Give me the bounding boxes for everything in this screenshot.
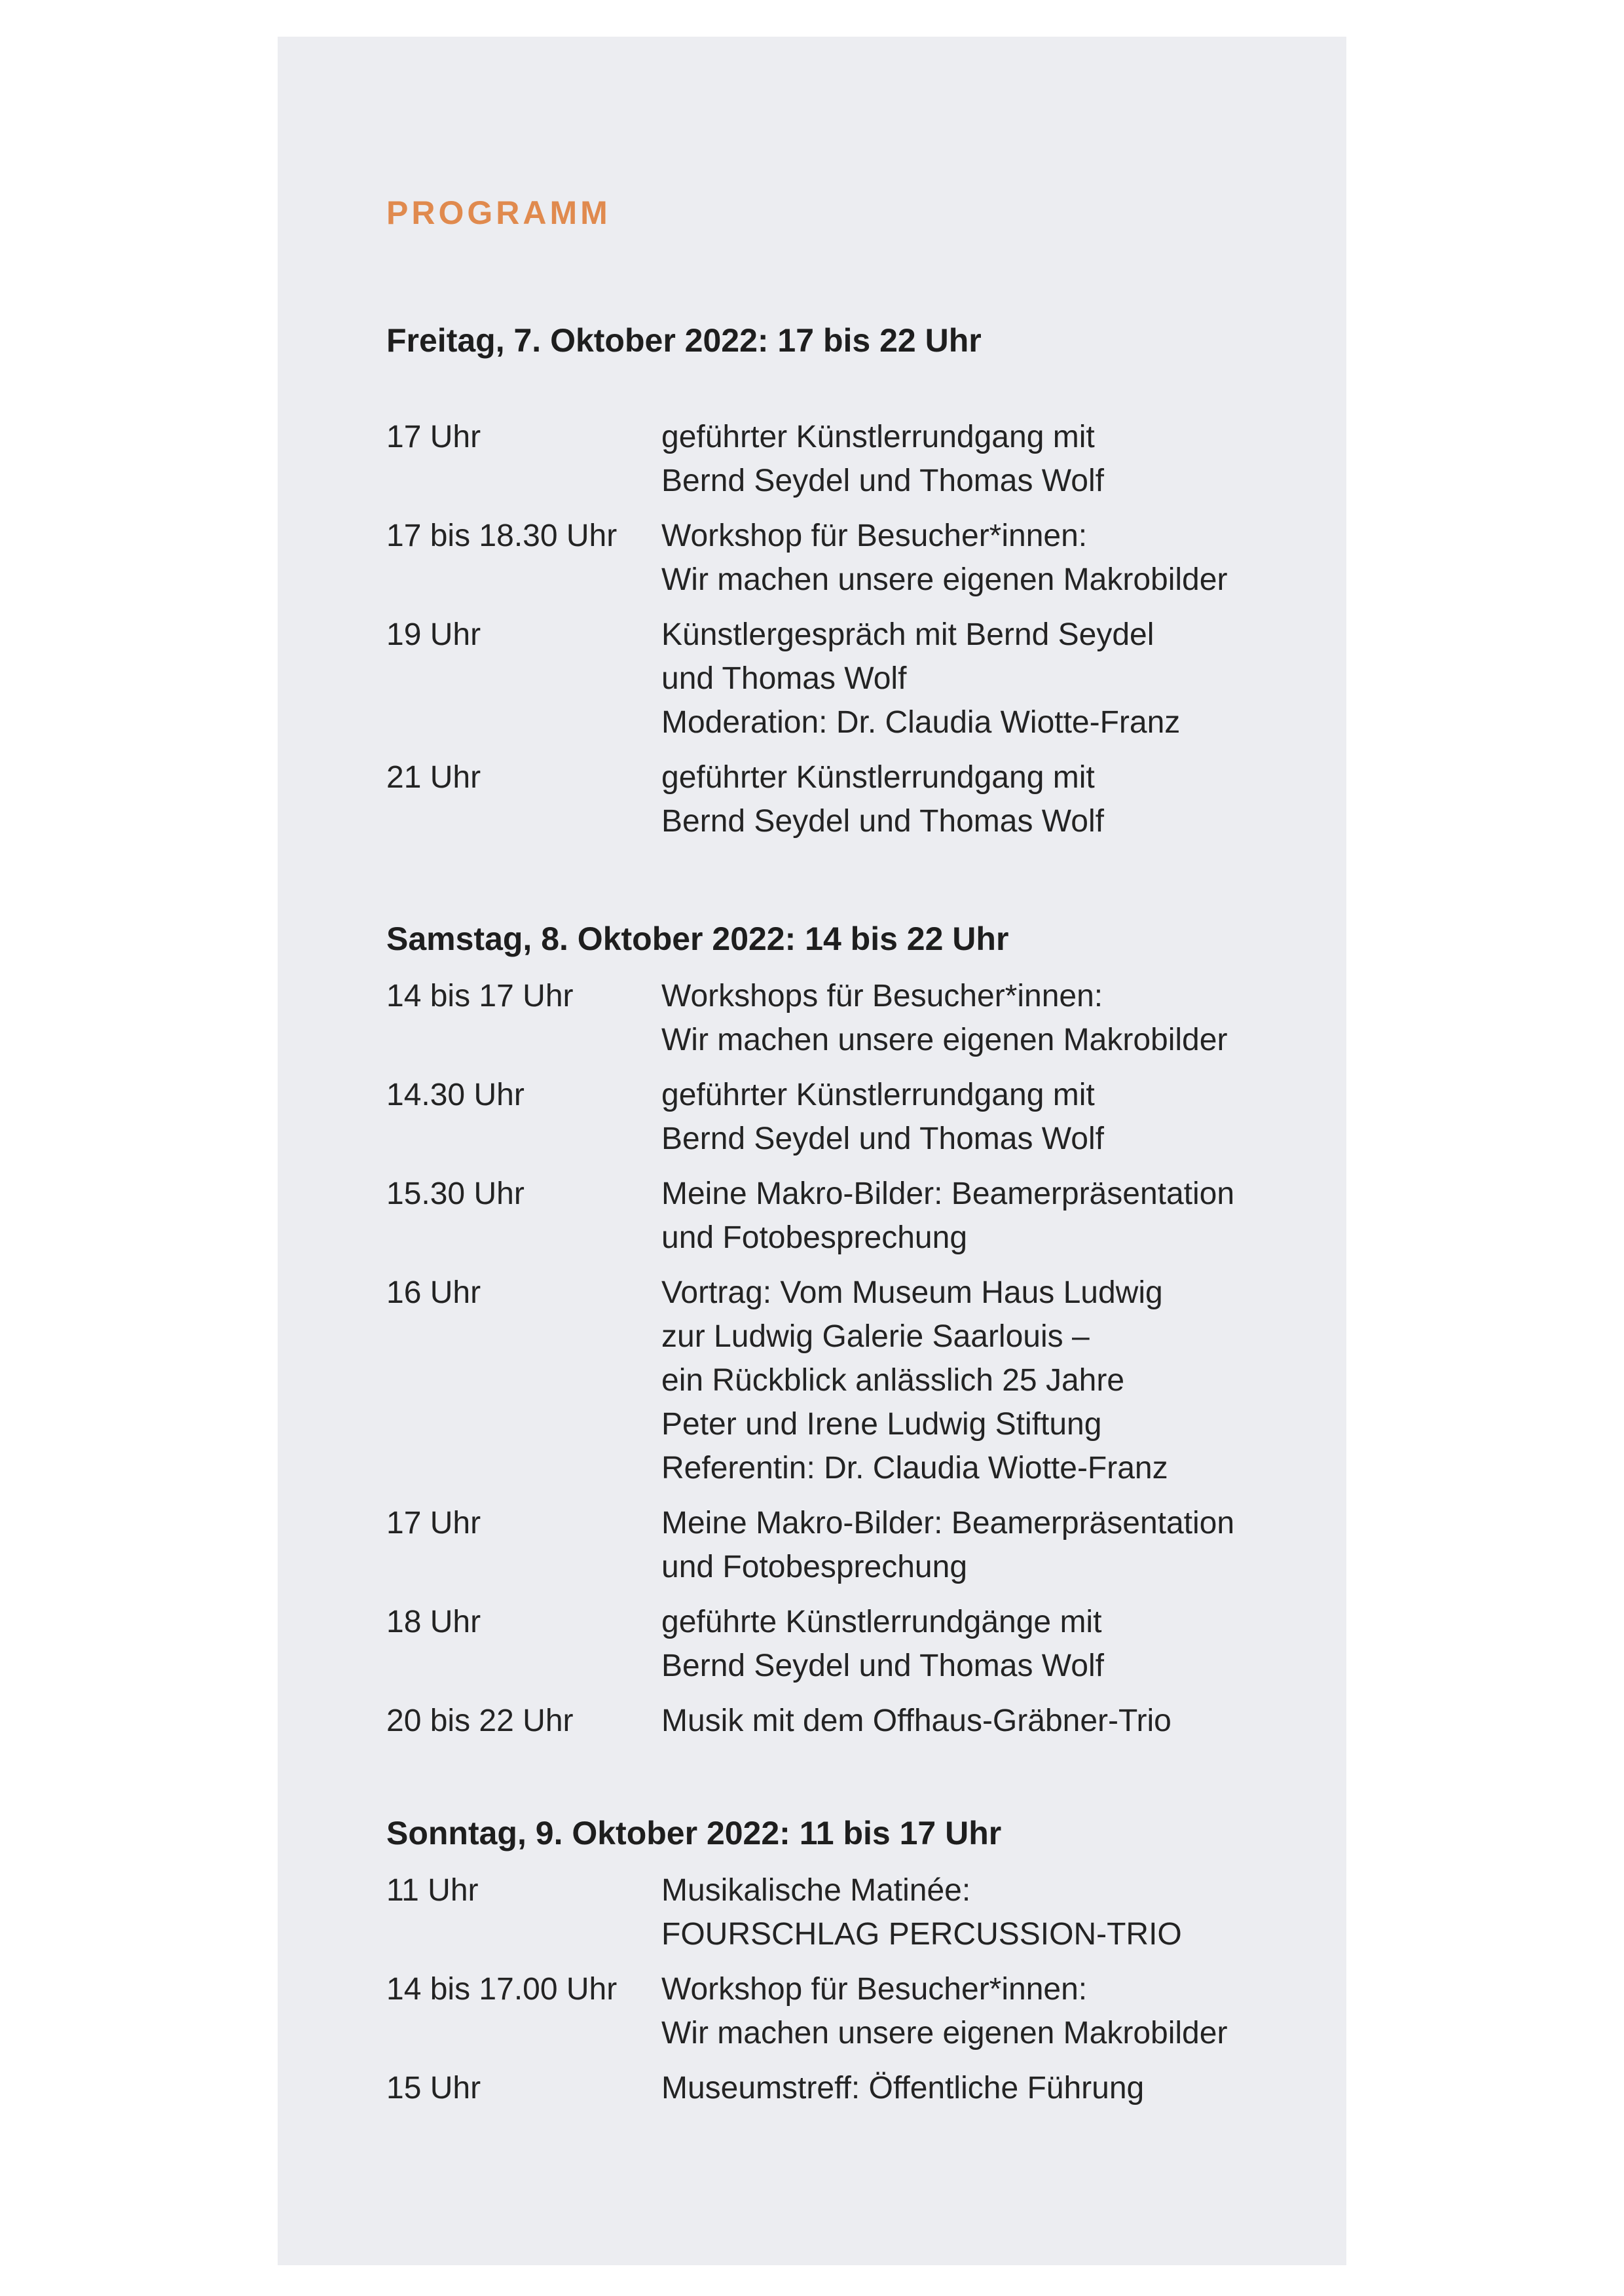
event-time: 14 bis 17 Uhr — [386, 979, 574, 1013]
event-row — [386, 1699, 1316, 1743]
event-description-line: geführte Künstlerrundgänge mit — [661, 1605, 1102, 1639]
event-description-line: zur Ludwig Galerie Saarlouis – — [661, 1319, 1090, 1354]
event-description-line: Musikalische Matinée: — [661, 1873, 971, 1908]
event-description — [661, 974, 1316, 1062]
event-description-line: Meine Makro-Bilder: Beamerpräsentation — [661, 1176, 1235, 1211]
event-time: 15 Uhr — [386, 2071, 481, 2105]
event-time: 16 Uhr — [386, 1275, 481, 1310]
event-time: 17 bis 18.30 Uhr — [386, 519, 618, 553]
event-row — [386, 974, 1316, 1062]
event-description-line: Wir machen unsere eigenen Makrobilder — [661, 2016, 1228, 2050]
event-time: 14 bis 17.00 Uhr — [386, 1972, 618, 2007]
event-time: 17 Uhr — [386, 420, 481, 454]
event-row — [386, 1967, 1316, 2055]
event-list — [386, 974, 1316, 1743]
event-row — [386, 415, 1316, 503]
event-time: 15.30 Uhr — [386, 1176, 525, 1211]
event-description-line: Museumstreff: Öffentliche Führung — [661, 2071, 1145, 2105]
event-time: 14.30 Uhr — [386, 1078, 525, 1112]
event-description-line: Bernd Seydel und Thomas Wolf — [661, 464, 1104, 498]
event-description — [661, 2066, 1316, 2110]
event-description-line: Peter und Irene Ludwig Stiftung — [661, 1407, 1102, 1442]
event-row — [386, 1271, 1316, 1490]
event-row — [386, 1868, 1316, 1956]
event-row — [386, 1073, 1316, 1161]
event-description-line: Bernd Seydel und Thomas Wolf — [661, 1649, 1104, 1683]
event-description — [661, 1073, 1316, 1161]
event-description-line: Wir machen unsere eigenen Makrobilder — [661, 1023, 1228, 1057]
event-description-line: Bernd Seydel und Thomas Wolf — [661, 1121, 1104, 1156]
event-description — [661, 613, 1316, 744]
event-time: 19 Uhr — [386, 617, 481, 652]
event-row — [386, 1600, 1316, 1688]
event-description-line: geführter Künstlerrundgang mit — [661, 1078, 1095, 1112]
event-time: 17 Uhr — [386, 1506, 481, 1540]
event-description — [661, 1501, 1316, 1589]
day-sunday — [386, 1813, 1316, 2121]
event-description-line: Vortrag: Vom Museum Haus Ludwig — [661, 1275, 1163, 1310]
event-list — [386, 1868, 1316, 2110]
day-heading: Freitag, 7. Oktober 2022: 17 bis 22 Uhr — [386, 322, 982, 359]
event-row — [386, 756, 1316, 843]
event-description — [661, 756, 1316, 843]
event-description — [661, 1600, 1316, 1688]
day-friday — [386, 321, 1316, 854]
event-description-line: Workshops für Besucher*innen: — [661, 979, 1103, 1013]
event-description — [661, 514, 1316, 602]
event-time: 20 bis 22 Uhr — [386, 1704, 574, 1738]
event-row — [386, 514, 1316, 602]
day-heading: Sonntag, 9. Oktober 2022: 11 bis 17 Uhr — [386, 1815, 1002, 1851]
event-description — [661, 1868, 1316, 1956]
event-row — [386, 613, 1316, 744]
event-description-line: und Thomas Wolf — [661, 661, 907, 696]
event-row — [386, 1172, 1316, 1260]
event-description-line: Workshop für Besucher*innen: — [661, 519, 1088, 553]
event-description-line: ein Rückblick anlässlich 25 Jahre — [661, 1363, 1125, 1398]
event-time: 11 Uhr — [386, 1873, 479, 1908]
event-description-line: und Fotobesprechung — [661, 1220, 968, 1255]
event-description-line: Musik mit dem Offhaus-Gräbner-Trio — [661, 1704, 1172, 1738]
event-description — [661, 1172, 1316, 1260]
event-description-line: Moderation: Dr. Claudia Wiotte-Franz — [661, 705, 1181, 740]
event-description — [661, 1967, 1316, 2055]
event-row — [386, 1501, 1316, 1589]
event-description-line: Bernd Seydel und Thomas Wolf — [661, 804, 1104, 839]
day-saturday — [386, 919, 1316, 1754]
event-description — [661, 1699, 1316, 1743]
event-row — [386, 2066, 1316, 2110]
program-title: PROGRAMM — [386, 194, 611, 231]
event-description-line: Referentin: Dr. Claudia Wiotte-Franz — [661, 1451, 1168, 1485]
event-description-line: Künstlergespräch mit Bernd Seydel — [661, 617, 1154, 652]
event-description-line: Meine Makro-Bilder: Beamerpräsentation — [661, 1506, 1235, 1540]
event-description-line: geführter Künstlerrundgang mit — [661, 760, 1095, 795]
event-description — [661, 1271, 1316, 1490]
event-description — [661, 415, 1316, 503]
event-description-line: FOURSCHLAG PERCUSSION-TRIO — [661, 1917, 1182, 1952]
day-heading: Samstag, 8. Oktober 2022: 14 bis 22 Uhr — [386, 920, 1009, 957]
event-description-line: Wir machen unsere eigenen Makrobilder — [661, 562, 1228, 597]
event-list — [386, 415, 1316, 843]
event-time: 18 Uhr — [386, 1605, 481, 1639]
event-time: 21 Uhr — [386, 760, 481, 795]
event-description-line: und Fotobesprechung — [661, 1550, 968, 1584]
event-description-line: Workshop für Besucher*innen: — [661, 1972, 1088, 2007]
event-description-line: geführter Künstlerrundgang mit — [661, 420, 1095, 454]
